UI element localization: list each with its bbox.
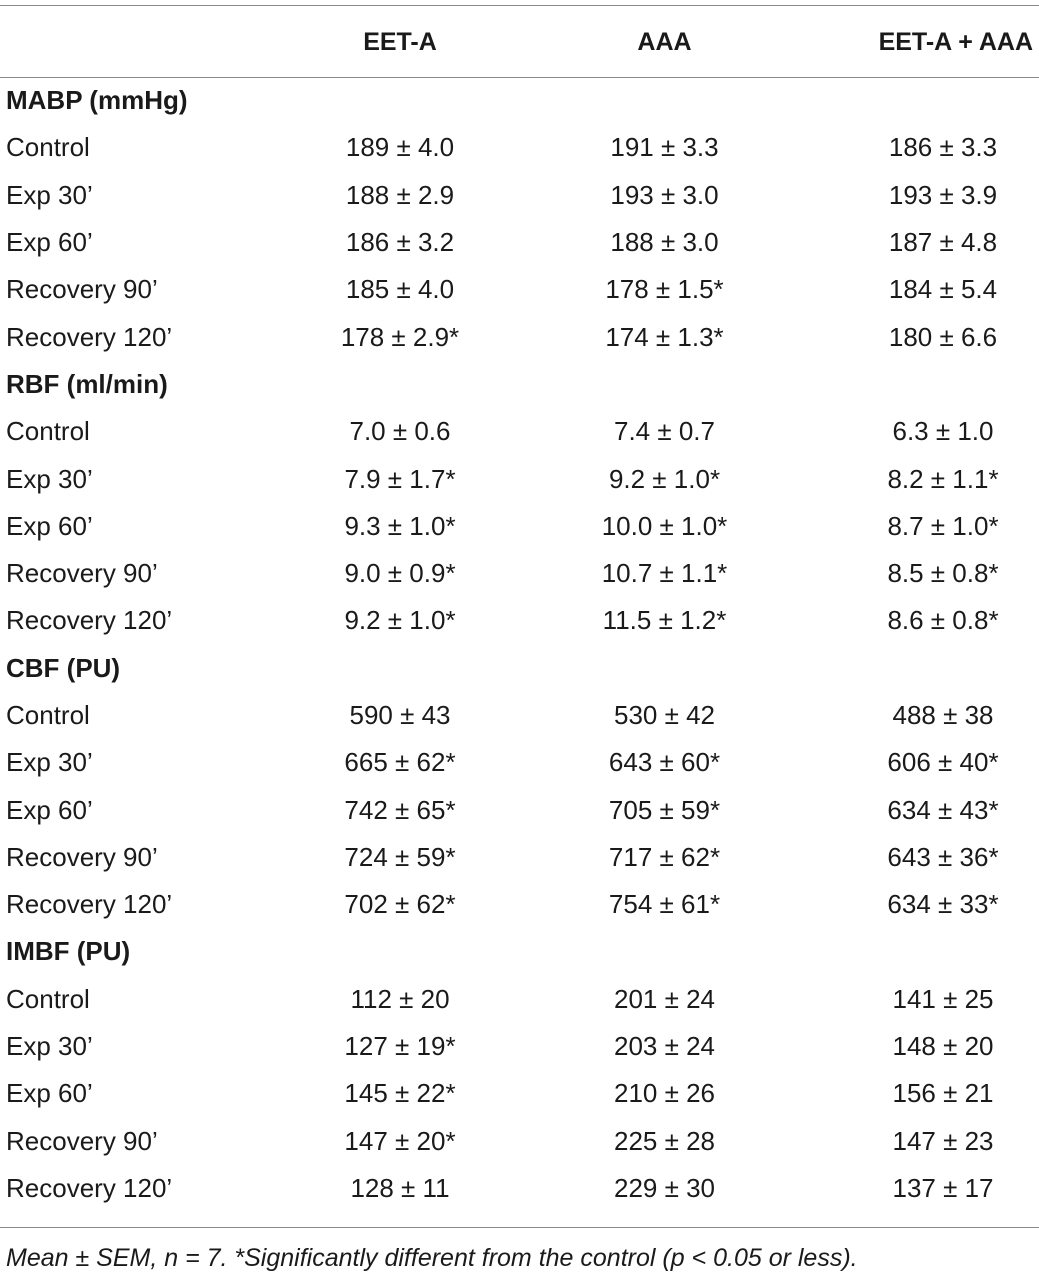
value-cell: 8.7 ± 1.0* — [887, 510, 999, 541]
value-cell: 203 ± 24 — [613, 1031, 716, 1062]
table-bottom-rule — [0, 1227, 1039, 1228]
table-row — [0, 124, 1039, 171]
table-row — [0, 834, 1039, 881]
value-cell: 128 ± 11 — [350, 1172, 450, 1203]
table-row — [0, 976, 1039, 1023]
value-cell: 10.7 ± 1.1* — [601, 558, 728, 589]
section-title: IMBF (PU) — [6, 936, 131, 967]
value-cell: 665 ± 62* — [344, 747, 456, 778]
column-header-aaa: AAA — [637, 28, 692, 56]
value-cell: 7.0 ± 0.6 — [349, 416, 451, 447]
value-cell: 184 ± 5.4 — [888, 274, 998, 305]
row-label: Recovery 90’ — [6, 1125, 158, 1156]
row-label: Control — [6, 132, 90, 163]
value-cell: 590 ± 43 — [349, 700, 451, 730]
value-cell: 145 ± 22* — [344, 1078, 456, 1109]
row-label: Recovery 120’ — [6, 1172, 173, 1203]
value-cell: 7.9 ± 1.7* — [344, 463, 456, 494]
value-cell: 193 ± 3.0 — [610, 179, 719, 210]
section-title: RBF (ml/min) — [6, 368, 168, 399]
value-cell: 193 ± 3.9 — [888, 179, 998, 210]
value-cell: 174 ± 1.3* — [605, 321, 724, 352]
data-table — [0, 8, 1039, 1212]
value-cell: 10.0 ± 1.0* — [601, 510, 728, 541]
value-cell: 225 ± 28 — [613, 1125, 716, 1156]
value-cell: 754 ± 61* — [608, 889, 721, 920]
row-label: Recovery 120’ — [6, 321, 173, 352]
value-cell: 742 ± 65* — [344, 794, 456, 825]
value-cell: 9.2 ± 1.0* — [608, 463, 721, 494]
value-cell: 11.5 ± 1.2* — [602, 605, 727, 636]
value-cell: 9.0 ± 0.9* — [344, 558, 456, 589]
row-label: Control — [6, 700, 90, 730]
table-row — [0, 503, 1039, 550]
row-label: Recovery 90’ — [6, 274, 158, 305]
value-cell: 6.3 ± 1.0 — [892, 416, 994, 447]
row-label: Recovery 90’ — [6, 841, 158, 872]
column-header-eet-a: EET-A — [363, 28, 437, 56]
value-cell: 186 ± 3.3 — [888, 132, 998, 163]
row-label: Exp 60’ — [6, 794, 93, 825]
value-cell: 8.2 ± 1.1* — [887, 463, 999, 494]
value-cell: 634 ± 43* — [887, 794, 999, 825]
value-cell: 156 ± 21 — [892, 1078, 994, 1109]
row-label: Exp 30’ — [6, 463, 93, 494]
value-cell: 9.2 ± 1.0* — [344, 605, 456, 636]
table-row — [0, 219, 1039, 266]
value-cell: 702 ± 62* — [344, 889, 456, 920]
value-cell: 191 ± 3.3 — [610, 132, 719, 163]
header-stub — [0, 8, 262, 77]
table-row — [0, 172, 1039, 219]
row-label: Exp 30’ — [6, 1031, 93, 1062]
row-label: Recovery 90’ — [6, 558, 158, 589]
table-top-rule — [0, 5, 1039, 6]
table-row — [0, 550, 1039, 597]
table-row — [0, 313, 1039, 360]
value-cell: 141 ± 25 — [892, 983, 994, 1014]
value-cell: 147 ± 20* — [344, 1125, 456, 1156]
value-cell: 210 ± 26 — [613, 1078, 716, 1109]
value-cell: 187 ± 4.8 — [888, 227, 998, 258]
value-cell: 634 ± 33* — [887, 889, 999, 920]
value-cell: 188 ± 2.9 — [345, 179, 455, 210]
value-cell: 127 ± 19* — [344, 1031, 456, 1062]
table-row — [0, 692, 1039, 739]
value-cell: 189 ± 4.0 — [345, 132, 455, 163]
table-body — [0, 77, 1039, 1212]
row-label: Exp 60’ — [6, 227, 93, 258]
value-cell: 147 ± 23 — [892, 1125, 994, 1156]
value-cell: 717 ± 62* — [608, 841, 721, 872]
row-label: Recovery 120’ — [6, 605, 173, 636]
table-row — [0, 455, 1039, 502]
table-row — [0, 408, 1039, 455]
value-cell: 643 ± 36* — [887, 841, 999, 872]
table-row — [0, 1165, 1039, 1212]
section-header-row — [0, 928, 1039, 975]
value-cell: 178 ± 2.9* — [340, 321, 460, 352]
table-row — [0, 1023, 1039, 1070]
value-cell: 643 ± 60* — [608, 747, 721, 778]
row-label: Control — [6, 416, 90, 447]
value-cell: 229 ± 30 — [613, 1172, 716, 1203]
row-label: Exp 60’ — [6, 1078, 93, 1109]
value-cell: 185 ± 4.0 — [345, 274, 455, 305]
table-row — [0, 1118, 1039, 1165]
row-label: Control — [6, 983, 90, 1014]
value-cell: 530 ± 42 — [613, 700, 716, 730]
row-label: Exp 60’ — [6, 510, 93, 541]
table-header — [0, 8, 1039, 77]
value-cell: 8.6 ± 0.8* — [887, 605, 999, 636]
value-cell: 724 ± 59* — [344, 841, 456, 872]
value-cell: 178 ± 1.5* — [605, 274, 724, 305]
value-cell: 705 ± 59* — [608, 794, 721, 825]
value-cell: 186 ± 3.2 — [345, 227, 455, 258]
section-header-row — [0, 645, 1039, 692]
row-label: Recovery 120’ — [6, 889, 173, 920]
table-row — [0, 739, 1039, 786]
value-cell: 8.5 ± 0.8* — [887, 558, 999, 589]
section-header-row — [0, 361, 1039, 408]
section-title: MABP (mmHg) — [6, 85, 188, 116]
table-footnote: Mean ± SEM, n = 7. *Significantly different from the control (p < 0.05 or less). — [6, 1244, 858, 1272]
section-header-row — [0, 77, 1039, 124]
value-cell: 488 ± 38 — [892, 700, 994, 730]
value-cell: 188 ± 3.0 — [610, 227, 719, 258]
value-cell: 112 ± 20 — [350, 983, 450, 1014]
header-row — [0, 8, 1039, 77]
table-row — [0, 597, 1039, 644]
row-label: Exp 30’ — [6, 747, 93, 778]
value-cell: 606 ± 40* — [887, 747, 999, 778]
column-header-eet-a-aaa: EET-A + AAA — [878, 28, 1033, 56]
table-row — [0, 786, 1039, 833]
section-title: CBF (PU) — [6, 652, 121, 683]
value-cell: 9.3 ± 1.0* — [344, 510, 456, 541]
value-cell: 201 ± 24 — [613, 983, 716, 1014]
table-row — [0, 881, 1039, 928]
table-row — [0, 1070, 1039, 1117]
value-cell: 137 ± 17 — [892, 1172, 994, 1203]
table-row — [0, 266, 1039, 313]
value-cell: 7.4 ± 0.7 — [613, 416, 715, 447]
row-label: Exp 30’ — [6, 179, 93, 210]
value-cell: 180 ± 6.6 — [888, 321, 998, 352]
value-cell: 148 ± 20 — [892, 1031, 994, 1062]
